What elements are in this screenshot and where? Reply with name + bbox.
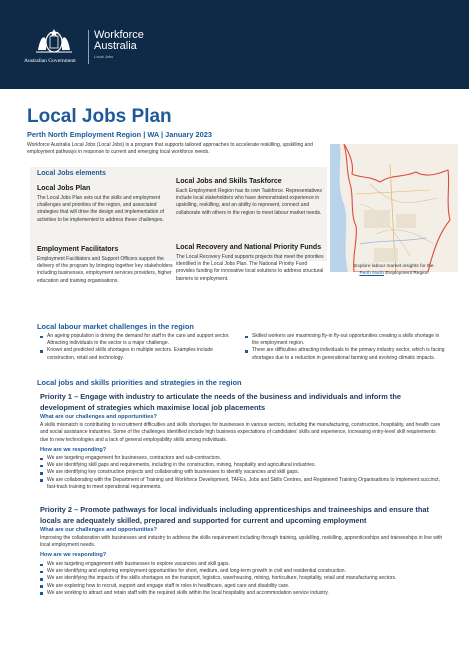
perth-north-link[interactable]: Perth North xyxy=(359,270,384,276)
challenge-item: Skilled workers are maximising fly-in fly-out opportunities creating a skills shortage in the employment region. xyxy=(245,333,445,347)
header-divider xyxy=(88,30,89,64)
priority-1-response-question: How are we responding? xyxy=(40,447,107,453)
challenge-item: There are difficulties attracting individuals to the primary industry sector, which is facing shortages due to a reduction in generational farming and evolving climatic impacts. xyxy=(245,347,445,361)
element-title: Local Jobs and Skills Taskforce xyxy=(176,178,282,185)
priority-2-response-question: How are we responding? xyxy=(40,552,107,558)
element-text: Employment Facilitators and Support Officers support the delivery of the program by bringing together key stakeholders including businesses, employment services providers, higher education and training organisations. xyxy=(37,256,173,284)
response-item: We are working to attract and retain staff with the required skills within the local hospitality and accommodation service industry. xyxy=(40,590,445,597)
brand-line-1: Workforce xyxy=(94,29,144,41)
region-map-graphic xyxy=(330,144,458,272)
challenges-list-left xyxy=(40,333,232,362)
element-text: The Local Jobs Plan sets out the skills and employment challenges and priorities of the region, and associated strategies that will drive the design and implementation of activities to be implemented to address these challenges. xyxy=(37,195,165,223)
challenge-item: Known and predicted skills shortages in multiple sectors. Examples include construction, retail and technology. xyxy=(40,347,232,361)
page-title: Local Jobs Plan xyxy=(27,106,172,127)
priority-1-title: Priority 1 – Engage with industry to articulate the needs of the business and individuals and inform the development of strategies which maximise local job placements xyxy=(40,392,401,412)
priorities-heading: Local jobs and skills priorities and strategies in the region xyxy=(37,378,242,387)
priority-1-responses xyxy=(40,455,445,491)
element-recovery-funds xyxy=(176,243,324,283)
brand-line-2: Australia xyxy=(94,40,137,52)
workforce-australia-logo xyxy=(94,30,144,59)
element-local-jobs-plan xyxy=(37,184,177,224)
element-text: The Local Recovery Fund supports projects that meet the priorities identified in the Local Jobs Plan. The National Priority Fund provides funding for innovative local solutions to address structural barriers to employment. xyxy=(176,254,324,282)
response-item: We are targeting engagement for businesses, contractors and sub-contractors. xyxy=(40,455,445,462)
response-item: We are identifying skill gaps and requirements, including in the construction, mining, hospitality and agricultural industries. xyxy=(40,462,445,469)
coat-of-arms-icon xyxy=(28,28,80,56)
priority-2-challenges-question: What are our challenges and opportunities? xyxy=(40,527,157,533)
header-banner xyxy=(0,0,469,89)
priority-2-title: Priority 2 – Promote pathways for local individuals including apprenticeships and traineeships and ensure that locals are adequately skilled, prepared and supported for current and upcoming employment xyxy=(40,505,429,525)
response-item: We are identifying the impacts of the skills shortages on the transport, logistics, warehousing, mining, horticulture, hospitality, retail and manufacturing sectors. xyxy=(40,575,445,582)
response-item: We are exploring how to recruit, support and engage staff in roles in healthcare, aged care and disability care. xyxy=(40,583,445,590)
brand-subtitle: Local Jobs xyxy=(94,54,114,59)
priority-1-challenges-question: What are our challenges and opportunities? xyxy=(40,414,157,420)
response-item: We are identifying and exploring employment opportunities for short, medium, and long-term growth in civil and residential construction. xyxy=(40,568,445,575)
map-caption-suffix: Employment Region xyxy=(385,270,429,276)
page-subtitle: Perth North Employment Region | WA | January 2023 xyxy=(27,130,212,139)
element-title: Local Jobs Plan xyxy=(37,185,91,192)
challenge-item: An ageing population is driving the demand for staff in the care and support sector. Attracting individuals to the sector is a major challenge. xyxy=(40,333,232,347)
region-map[interactable] xyxy=(330,144,458,272)
priority-2-challenges-text: Improving the collaboration with businesses and industry to address the skills requirement including through training, upskilling, reskilling, apprenticeships and traineeships in line with local employment needs. xyxy=(40,535,443,549)
element-text: Each Employment Region has its own Taskforce. Representatives include local stakeholders who have demonstrated experience in upskilling, reskilling, and an ability to represent, connect and collaborate with others in the region to meet labour market needs. xyxy=(176,188,322,216)
element-title: Employment Facilitators xyxy=(37,246,119,253)
map-caption-text: Explore labour market insights for the xyxy=(354,264,434,269)
element-title: Local Recovery and National Priority Funds xyxy=(176,244,322,251)
priority-2-responses xyxy=(40,561,445,597)
challenges-list-right xyxy=(245,333,445,362)
element-employment-facilitators xyxy=(37,245,177,285)
challenges-heading: Local labour market challenges in the region xyxy=(37,322,194,331)
government-label: Australian Government xyxy=(24,58,76,64)
priority-1-challenges-text: A skills mismatch is contributing to recruitment difficulties and skills shortages for businesses in various sectors, including the manufacturing, construction, hospitality, and health care and social assistance industries. Some of the challenges identified include high business expectations of candidates' skills and experience, increasing entry-level skill requirements due to new technologies and a lack of general employability skills among individuals. xyxy=(40,422,441,443)
response-item: We are collaborating with the Department of Training and Workforce Development, TAFEs, Jobs and Skills Centres, and Registered Training Organisations to implement succinct, fast-track training to meet operational requirements. xyxy=(40,477,445,491)
map-caption xyxy=(330,264,458,277)
response-item: We are targeting engagement with businesses to explore vacancies and skill gaps. xyxy=(40,561,445,568)
element-taskforce xyxy=(176,177,324,217)
elements-heading: Local Jobs elements xyxy=(37,170,106,177)
intro-paragraph: Workforce Australia Local Jobs (Local Jobs) is a program that supports tailored approaches to accelerate reskilling, upskilling and employment pathways in response to current and emerging local workforce needs. xyxy=(27,142,313,155)
response-item: We are identifying key construction projects and collaborating with businesses to identify vacancies and skill gaps. xyxy=(40,469,445,476)
